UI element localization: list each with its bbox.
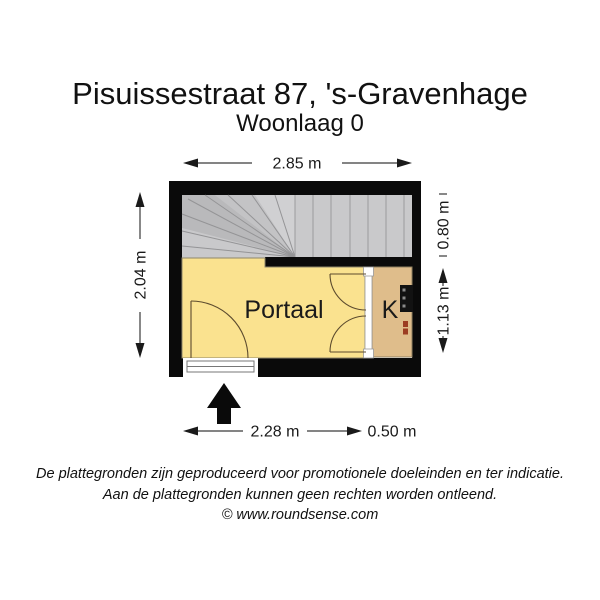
inner-wall-under-stairs [265, 257, 412, 267]
disclaimer-line-1: De plattegronden zijn geproduceerd voor promotionele doeleinden en ter indicatie. [36, 466, 564, 482]
partition-wall [364, 267, 374, 358]
arrowhead-left-icon [183, 427, 198, 436]
fixture-box [400, 285, 413, 312]
arrowhead-up-icon [439, 268, 448, 283]
tap-mark [403, 321, 408, 327]
floor-level-subtitle: Woonlaag 0 [236, 110, 364, 137]
arrowhead-down-icon [136, 343, 145, 358]
disclaimer-line-2: Aan de plattegronden kunnen geen rechten worden ontleend. [102, 486, 498, 503]
arrowhead-left-icon [183, 159, 198, 168]
copyright-line: © www.roundsense.com [221, 507, 379, 523]
partition-cap-bottom [364, 349, 374, 358]
dimension-left-label: 2.04 m [132, 250, 150, 300]
dimension-bottom-left-label: 2.28 m [250, 423, 300, 441]
dimension-bottom [183, 424, 416, 441]
tap-mark [403, 329, 408, 335]
dimension-right-top [436, 194, 453, 256]
dimension-top-label: 2.85 m [272, 155, 322, 173]
room-k-label: K [381, 296, 399, 324]
dimension-top [183, 156, 412, 173]
partition-cap-top [364, 267, 374, 276]
entrance-arrow-icon [207, 383, 241, 424]
room-portaal-label: Portaal [244, 296, 324, 324]
dimension-left [133, 192, 150, 358]
fixture-dot [403, 289, 406, 292]
arrowhead-right-icon [397, 159, 412, 168]
dimension-bottom-right-label: 0.50 m [367, 423, 417, 441]
arrowhead-up-icon [136, 192, 145, 207]
arrowhead-right-icon [347, 427, 362, 436]
dimension-right-bottom [436, 268, 453, 353]
fixture-dot [403, 297, 406, 300]
partition-strip [365, 267, 372, 358]
page-title: Pisuissestraat 87, 's-Gravenhage [72, 76, 528, 111]
disclaimer-footer [0, 464, 600, 526]
dimension-right-top-label: 0.80 m [435, 200, 453, 250]
fixture-dot [403, 305, 406, 308]
arrowhead-down-icon [439, 338, 448, 353]
dimension-right-bottom-label: 1.13 m [435, 286, 453, 336]
staircase [182, 195, 412, 258]
